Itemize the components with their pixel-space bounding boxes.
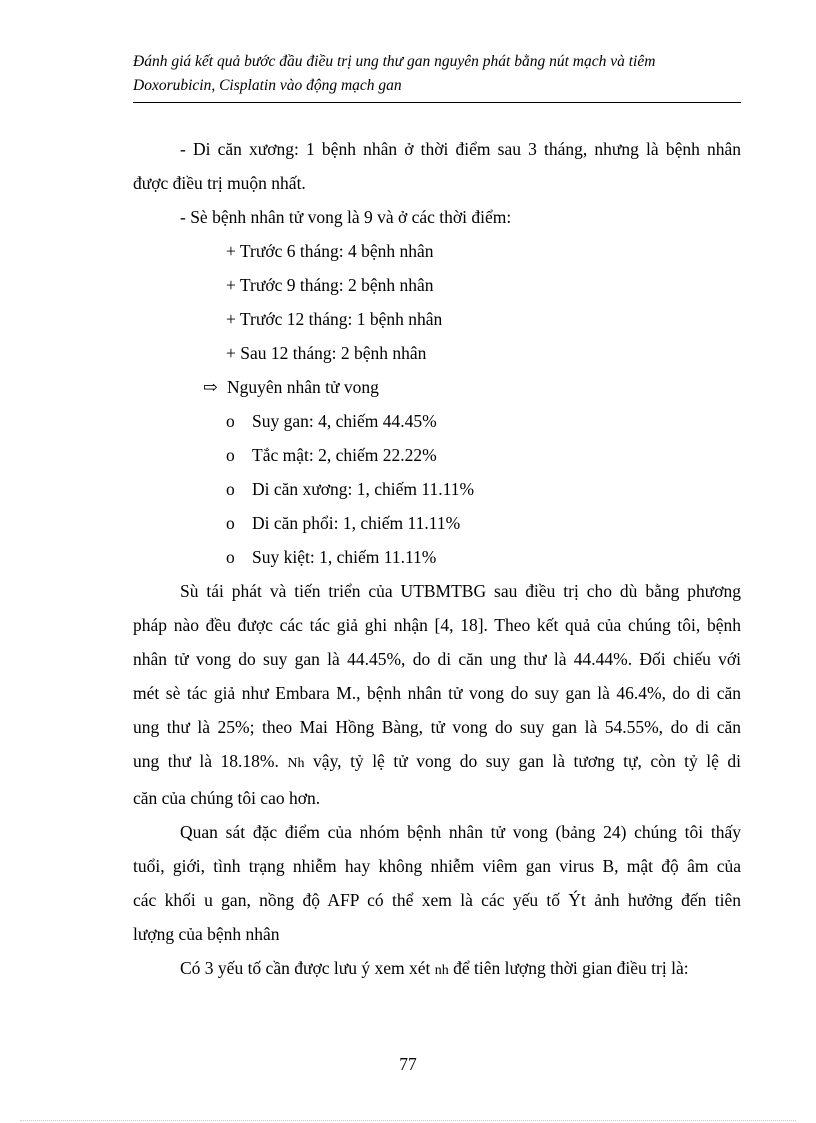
cause-item: [133, 540, 741, 574]
paragraph-2-last-line: lượng của bệnh nhân: [133, 924, 280, 944]
bone-metastasis-line-1: - Di căn xương: 1 bệnh nhân ở thời điểm sau 3 tháng, nhưng là bệnh nhân: [180, 139, 741, 159]
bone-metastasis-line-2: được điều trị muộn nhất.: [133, 173, 306, 193]
cause-item: [133, 472, 741, 506]
paragraph-1-last-line: căn của chúng tôi cao hơn.: [133, 788, 321, 808]
paragraph-3-fragment: nh: [434, 963, 449, 978]
paragraph-1-line: mét sè tác giả như Embara M., bệnh nhân tử vong do suy gan là 46.4%, do di căn: [133, 683, 741, 703]
header-line-1: Đánh giá kết quả bước đầu điều trị ung thư gan nguyên phát bằng nút mạch và tiêm: [133, 53, 656, 70]
cause-text: Suy gan: 4, chiếm 44.45%: [252, 411, 437, 431]
circle-bullet-icon: o: [226, 547, 235, 567]
cause-text: Tắc mật: 2, chiếm 22.22%: [252, 445, 437, 465]
circle-bullet-icon: o: [226, 445, 235, 465]
circle-bullet-icon: o: [226, 479, 235, 499]
arrow-icon: ⇨: [203, 377, 218, 397]
body-text: [133, 132, 741, 988]
causes-heading: [133, 370, 741, 404]
causes-title: Nguyên nhân tử vong: [227, 377, 379, 397]
timepoint-item: + Sau 12 tháng: 2 bệnh nhân: [226, 343, 427, 363]
circle-bullet-icon: o: [226, 411, 235, 431]
cause-text: Di căn phổi: 1, chiếm 11.11%: [252, 513, 461, 533]
cause-item: [133, 404, 741, 438]
running-header: [133, 50, 741, 103]
bottom-dotted-divider: [20, 1120, 796, 1121]
circle-bullet-icon: o: [226, 513, 235, 533]
deaths-intro: - Sè bệnh nhân tử vong là 9 và ở các thời điểm:: [180, 207, 512, 227]
paragraph-3-text-a: Có 3 yếu tố cần được lưu ý xem xét: [180, 958, 431, 978]
paragraph-2-line: tuổi, giới, tình trạng nhiễm hay không nhiễm viêm gan virus B, mật độ âm của: [133, 856, 741, 876]
paragraph-1-line: ung thư là 25%; theo Mai Hồng Bàng, tử vong do suy gan là 54.55%, do di căn: [133, 717, 741, 737]
paragraph-1-line-6b: vậy, tỷ lệ tử vong do suy gan là tương tự, còn tỷ lệ di: [313, 751, 742, 771]
page-number: 77: [399, 1054, 417, 1074]
cause-text: Di căn xương: 1, chiếm 11.11%: [252, 479, 475, 499]
paragraph-1-line: pháp nào đều được các tác giả ghi nhận [4, 18]. Theo kết quả của chúng tôi, bệnh: [133, 615, 741, 635]
paragraph-1-line: nhân tử vong do suy gan là 44.45%, do di căn ung thư là 44.44%. Đối chiếu với: [133, 649, 741, 669]
paragraph-3-text-b: để tiên lượng thời gian điều trị là:: [453, 958, 689, 978]
paragraph-1-line-6a: ung thư là 18.18%.: [133, 751, 279, 771]
paragraph-2-line: Quan sát đặc điểm của nhóm bệnh nhân tử vong (bảng 24) chúng tôi thấy: [180, 822, 741, 842]
header-line-2: Doxorubicin, Cisplatin vào động mạch gan: [133, 77, 402, 94]
cause-text: Suy kiệt: 1, chiếm 11.11%: [252, 547, 437, 567]
timepoint-item: + Trước 6 tháng: 4 bệnh nhân: [226, 241, 434, 261]
timepoint-item: + Trước 9 tháng: 2 bệnh nhân: [226, 275, 434, 295]
timepoint-item: + Trước 12 tháng: 1 bệnh nhân: [226, 309, 443, 329]
paragraph-1-line: Sù tái phát và tiến triển của UTBMTBG sau điều trị cho dù bằng phương: [180, 581, 741, 601]
paragraph-1-fragment: Nh: [287, 756, 305, 771]
paragraph-2-line: các khối u gan, nồng độ AFP có thể xem là các yếu tố Ýt ảnh hưởng đến tiên: [133, 890, 741, 910]
paragraph-1-line: [133, 744, 741, 781]
cause-item: [133, 438, 741, 472]
cause-item: [133, 506, 741, 540]
paragraph-3-line: [133, 951, 741, 988]
